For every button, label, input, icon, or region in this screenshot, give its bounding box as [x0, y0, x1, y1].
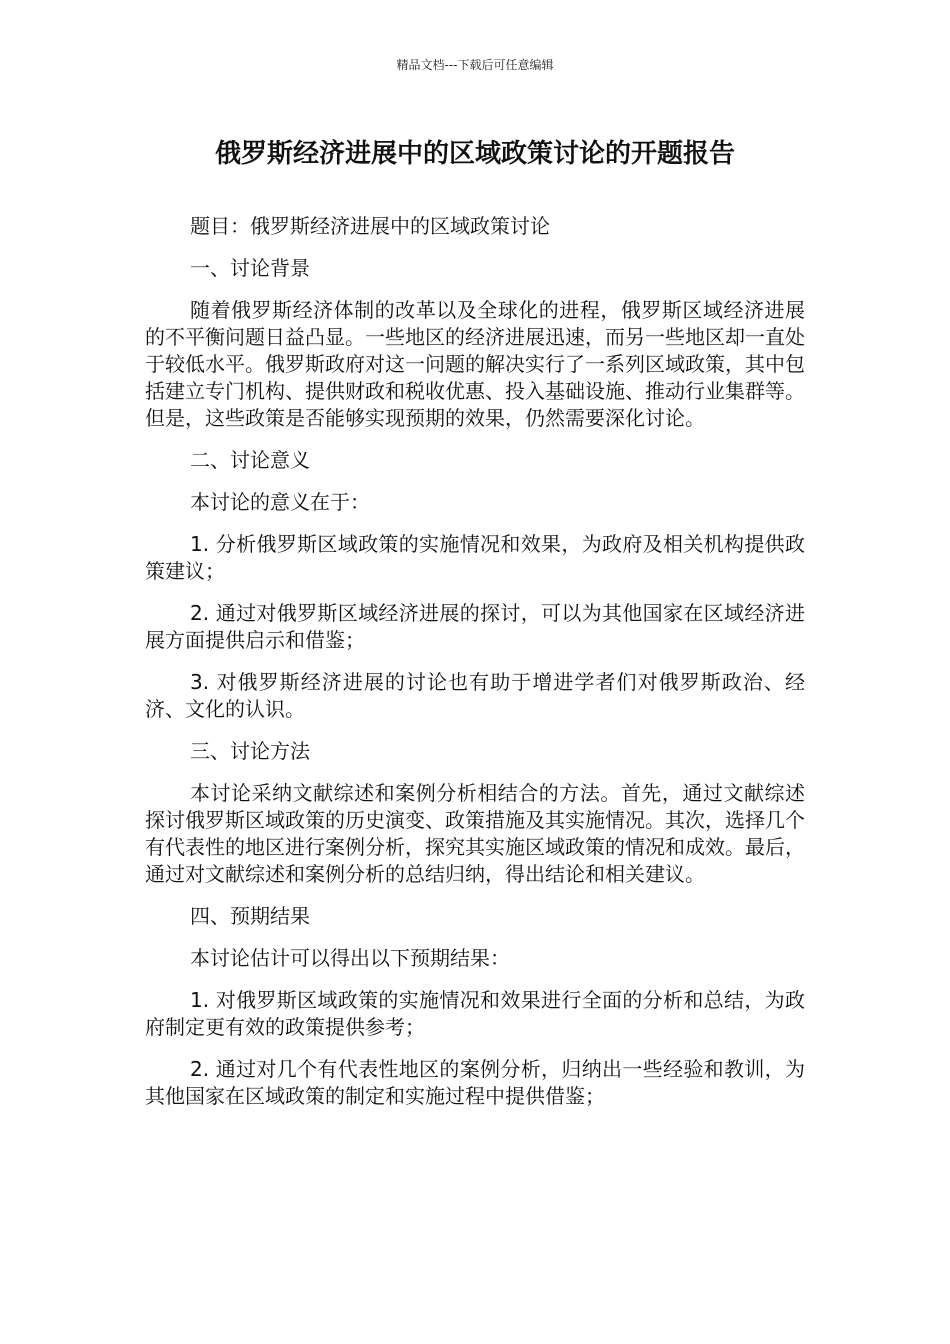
header-note: 精品文档---下载后可任意编辑: [396, 58, 554, 72]
section-heading-background: 一、讨论背景: [190, 256, 310, 280]
method-paragraph: 本讨论采纳文献综述和案例分析相结合的方法。首先，通过文献综述探讨俄罗斯区域政策的历史演变、政策措施及其实施情况。其次，选择几个有代表性的地区进行案例分析，探究其实施区域政策的情况和成效。最后，通过对文献综述和案例分析的总结归纳，得出结论和相关建议。: [145, 781, 805, 886]
results-intro: 本讨论估计可以得出以下预期结果：: [190, 946, 510, 970]
results-item-2: 2. 通过对几个有代表性地区的案例分析，归纳出一些经验和教训，为其他国家在区域政策的制定和实施过程中提供借鉴；: [145, 1057, 805, 1108]
section-heading-results: 四、预期结果: [190, 904, 310, 928]
topic-line: 题目：俄罗斯经济进展中的区域政策讨论: [190, 214, 550, 238]
background-paragraph: 随着俄罗斯经济体制的改革以及全球化的进程，俄罗斯区域经济进展的不平衡问题日益凸显。一些地区的经济进展迅速，而另一些地区却一直处于较低水平。俄罗斯政府对这一问题的解决实行了一系列区域政策，其中包括建立专门机构、提供财政和税收优惠、投入基础设施、推动行业集群等。但是，这些政策是否能够实现预期的效果，仍然需要深化讨论。: [145, 298, 805, 430]
significance-intro: 本讨论的意义在于：: [190, 490, 370, 514]
document-title: 俄罗斯经济进展中的区域政策讨论的开题报告: [214, 139, 735, 169]
significance-item-2: 2. 通过对俄罗斯区域经济进展的探讨，可以为其他国家在区域经济进展方面提供启示和借鉴；: [145, 601, 805, 652]
significance-item-1: 1. 分析俄罗斯区域政策的实施情况和效果，为政府及相关机构提供政策建议；: [145, 532, 805, 583]
section-heading-method: 三、讨论方法: [190, 739, 310, 763]
section-heading-significance: 二、讨论意义: [190, 448, 310, 472]
results-item-1: 1. 对俄罗斯区域政策的实施情况和效果进行全面的分析和总结，为政府制定更有效的政策提供参考；: [145, 988, 805, 1039]
significance-item-3: 3. 对俄罗斯经济进展的讨论也有助于增进学者们对俄罗斯政治、经济、文化的认识。: [145, 670, 805, 721]
document-body: [145, 213, 805, 1125]
